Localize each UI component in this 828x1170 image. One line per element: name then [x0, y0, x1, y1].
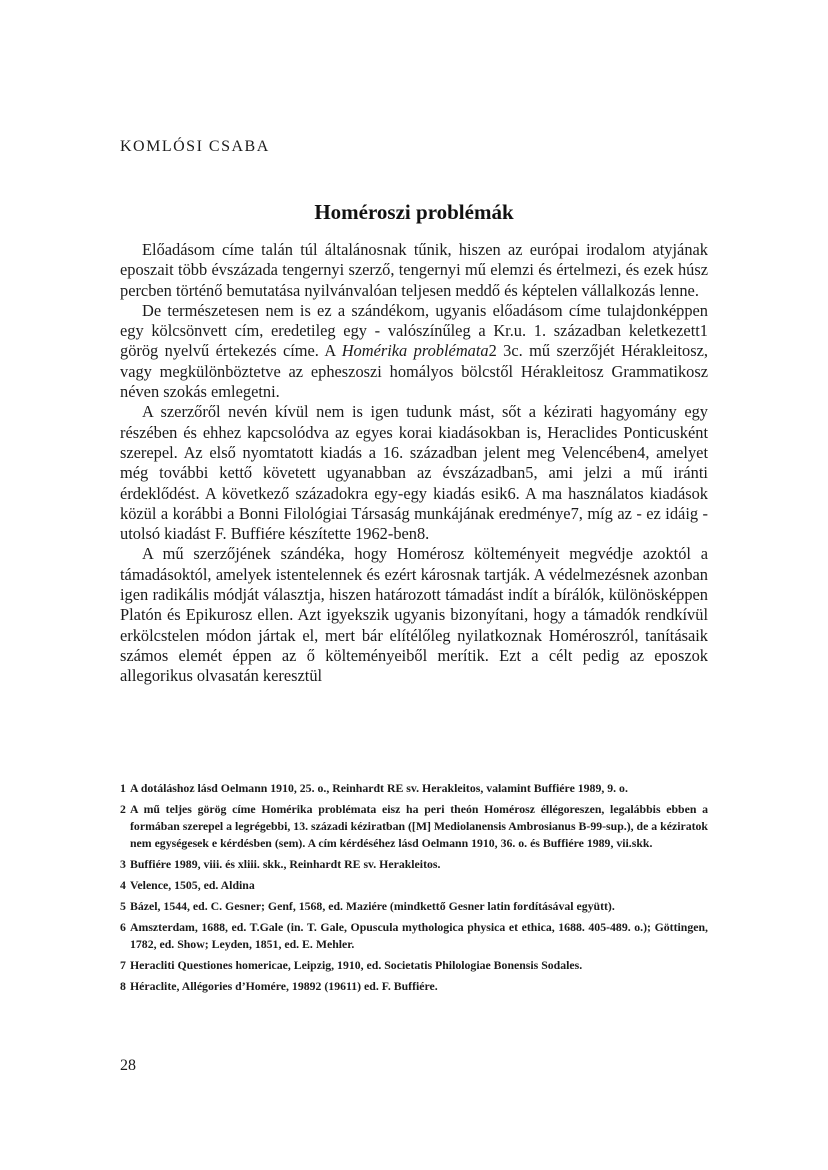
footnote — [120, 978, 708, 995]
footnotes — [120, 780, 708, 999]
paragraph-2-start: De természetesen nem is ez a szándékom, ugyanis előadásom címe tulajdonképpen egy kölcsönvett cím, eredetileg egy - valószínűleg a Kr.u. 1. században keletkezett1 görög nyelvű értekezés címe. A — [120, 300, 708, 361]
footnote — [120, 780, 708, 797]
paragraph-1: Előadásom címe talán túl általánosnak tűnik, hiszen az európai irodalom atyjának eposzait több évszázada tengernyi szerző, tengernyi mű elemzi és értelmezi, és ezek húsz percben történő bemutatása nyilvánvalóan teljesen meddő és képtelen vállalkozás lenne. — [120, 240, 708, 300]
footnote-number: 1 — [120, 781, 126, 795]
footnote-text: Buffiére 1989, viii. és xliii. skk., Reinhardt RE sv. Herakleitos. — [130, 857, 441, 871]
footnote-text: Bázel, 1544, ed. C. Gesner; Genf, 1568, ed. Maziére (mindkettő Gesner latin fordításával együtt). — [130, 899, 615, 913]
paragraph-4: A mű szerzőjének szándéka, hogy Homérosz költeményeit megvédje azoktól a támadásoktól, amelyek istentelennek és ezért károsnak tartják. A védelmezésnek azonban igen radikális módját választja, hiszen határozott támadást indít a bírálók, különösképpen Platón és Epikurosz ellen. Azt igyekszik ugyanis bizonyítani, hogy a támadók rendkívül erkölcstelen módon jártak el, mert bár elítélőleg nyilatkoznak Homéroszról, tanításaik számos elemét éppen az ő költeményeiből merítik. Ezt a célt pedig az eposzok allegorikus olvasatán keresztül — [120, 544, 708, 686]
footnote-text: Velence, 1505, ed. Aldina — [130, 878, 255, 892]
article-title: Homéroszi problémák — [314, 200, 514, 224]
footnote — [120, 957, 708, 974]
footnote — [120, 801, 708, 852]
footnote — [120, 856, 708, 873]
footnote-text: A mű teljes görög címe Homérika problémata eisz ha peri theón Homérosz éllégoreszen, legalábbis ebben a formában szerepel a legrégebbi, 13. századi kéziratban ([M] Mediolanensis Ambrosianus B-99-sup.), de a kéziratok nem egységesek e kérdésben (sem). A cím kérdéséhez lásd Oelmann 1910, 36. o. és Buffiére 1989, vii.skk. — [130, 802, 708, 850]
author-name: KOMLÓSI CSABA — [120, 138, 270, 155]
paragraph-2 — [120, 301, 708, 402]
footnote-number: 6 — [120, 920, 126, 934]
footnote — [120, 877, 708, 894]
footnote-number: 2 — [120, 802, 126, 816]
footnote — [120, 919, 708, 953]
paragraph-2-end: 2 3c. mű szerzőjét Hérakleitosz, vagy megkülönböztetve az epheszoszi homályos bölcstől Hérakleitosz Grammatikosz néven szokás emlegetni. — [120, 341, 709, 402]
article-body — [120, 240, 708, 687]
page-number: 28 — [120, 1057, 136, 1074]
footnote-number: 4 — [120, 878, 126, 892]
footnote-text: A dotáláshoz lásd Oelmann 1910, 25. o., Reinhardt RE sv. Herakleitos, valamint Buffiére 1989, 9. o. — [130, 781, 628, 795]
paragraph-3: A szerzőről nevén kívül nem is igen tudunk mást, sőt a kézirati hagyomány egy részében és ehhez kapcsolódva az egyes korai kiadásokban is, Heraclides Ponticusként szerepel. Az első nyomtatott kiadás a 16. században jelent meg Velencében4, amelyet még további kettő követett ugyanabban az évszázadban5, ami jelzi a mű iránti érdeklődést. A következő századokra egy-egy kiadás esik6. A ma használatos kiadások közül a korábbi a Bonni Filológiai Társaság munkájának eredménye7, míg az - ez idáig - utolsó kiadást F. Buffiére készítette 1962-ben8. — [120, 402, 708, 544]
footnote-text: Heracliti Questiones homericae, Leipzig, 1910, ed. Societatis Philologiae Bonensis Sodales. — [130, 958, 583, 972]
footnote-number: 3 — [120, 857, 126, 871]
work-title-italic: Homérika problémata — [341, 341, 489, 361]
footnote-text: Amszterdam, 1688, ed. T.Gale (in. T. Gale, Opuscula mythologica physica et ethica, 1688. 405-489. o.); Göttingen, 1782, ed. Show; Leyden, 1851, ed. E. Mehler. — [130, 920, 708, 951]
footnote-number: 7 — [120, 958, 126, 972]
footnote-number: 5 — [120, 899, 126, 913]
footnote — [120, 898, 708, 915]
footnote-number: 8 — [120, 979, 126, 993]
footnote-text: Héraclite, Allégories d’Homére, 19892 (19611) ed. F. Buffiére. — [130, 979, 438, 993]
